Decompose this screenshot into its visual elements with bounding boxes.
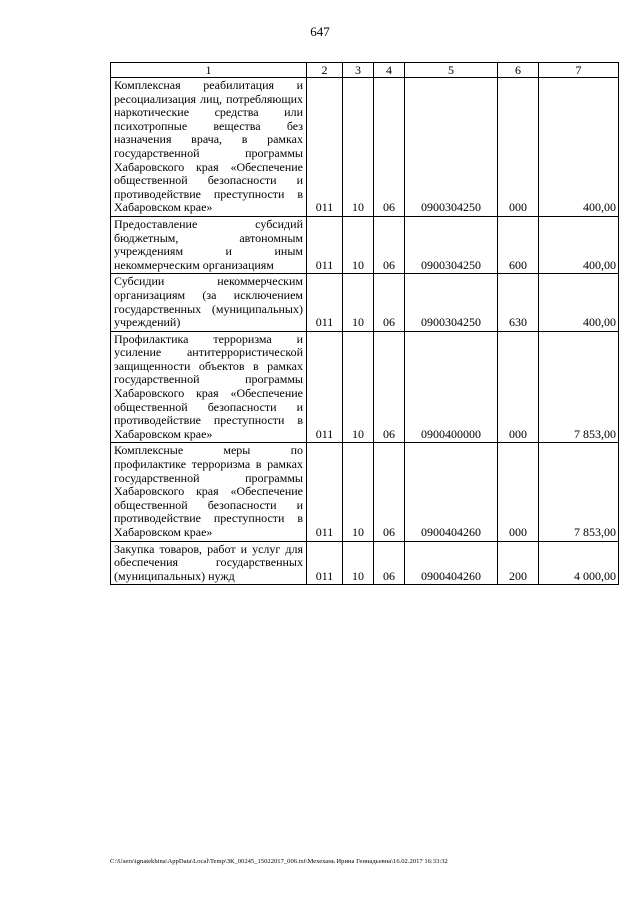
table-row [111,274,619,331]
row-code-5: 0900304250 [405,216,498,273]
header-row [111,63,619,78]
header-col-5: 5 [405,63,498,78]
row-code-3: 10 [343,541,374,585]
header-col-3: 3 [343,63,374,78]
row-code-4: 06 [374,443,405,541]
row-code-6: 200 [498,541,539,585]
row-amount: 4 000,00 [539,541,619,585]
row-name: Субсидии некоммерческим организациям (за исключением государственных (муниципальных) учреждений) [111,274,307,331]
header-col-1: 1 [111,63,307,78]
table-row [111,541,619,585]
row-code-5: 0900304250 [405,274,498,331]
row-name: Предоставление субсидий бюджетным, автономным учреждениям и иным некоммерческим организациям [111,216,307,273]
row-code-2: 011 [307,216,343,273]
row-amount: 400,00 [539,78,619,217]
row-code-3: 10 [343,216,374,273]
row-code-2: 011 [307,541,343,585]
table-row [111,216,619,273]
row-code-3: 10 [343,331,374,443]
row-code-4: 06 [374,274,405,331]
row-amount: 7 853,00 [539,443,619,541]
row-code-3: 10 [343,274,374,331]
row-code-6: 000 [498,443,539,541]
header-col-4: 4 [374,63,405,78]
row-code-6: 000 [498,331,539,443]
row-amount: 400,00 [539,216,619,273]
row-code-6: 600 [498,216,539,273]
page-number: 647 [310,24,330,39]
table-row [111,331,619,443]
row-code-4: 06 [374,541,405,585]
row-code-3: 10 [343,443,374,541]
row-code-2: 011 [307,78,343,217]
row-code-3: 10 [343,78,374,217]
row-code-4: 06 [374,78,405,217]
header-col-7: 7 [539,63,619,78]
row-amount: 7 853,00 [539,331,619,443]
row-code-6: 000 [498,78,539,217]
row-code-2: 011 [307,274,343,331]
table-row [111,78,619,217]
row-code-6: 630 [498,274,539,331]
row-code-5: 0900404260 [405,443,498,541]
row-code-4: 06 [374,331,405,443]
row-name: Комплексные меры по профилактике терроризма в рамках государственной программы Хабаровского края «Обеспечение общественной безопасности и противодействие преступности в Хабаровском крае» [111,443,307,541]
row-code-2: 011 [307,443,343,541]
header-col-2: 2 [307,63,343,78]
footer-file-path: C:\Users\ignatekhina\AppData\Local\Temp\ЗК_00245_15022017_006.txt\Мехехань Ирина Геннадьевна\16.02.2017 16:33:32 [110,858,448,865]
row-code-5: 0900400000 [405,331,498,443]
row-name: Комплексная реабилитация и ресоциализация лиц, потребляющих наркотические средства или психотропные вещества без назначения врача, в рамках государственной программы Хабаровского края «Обеспечение общественной безопасности и противодействие преступности в Хабаровском крае» [111,78,307,217]
budget-table [110,62,619,585]
row-name: Закупка товаров, работ и услуг для обеспечения государственных (муниципальных) нужд [111,541,307,585]
header-col-6: 6 [498,63,539,78]
row-code-4: 06 [374,216,405,273]
table-row [111,443,619,541]
row-name: Профилактика терроризма и усиление антитеррористической защищенности объектов в рамках государственной программы Хабаровского края «Обеспечение общественной безопасности и противодействие преступности в Хабаровском крае» [111,331,307,443]
row-code-2: 011 [307,331,343,443]
row-code-5: 0900404260 [405,541,498,585]
row-code-5: 0900304250 [405,78,498,217]
row-amount: 400,00 [539,274,619,331]
